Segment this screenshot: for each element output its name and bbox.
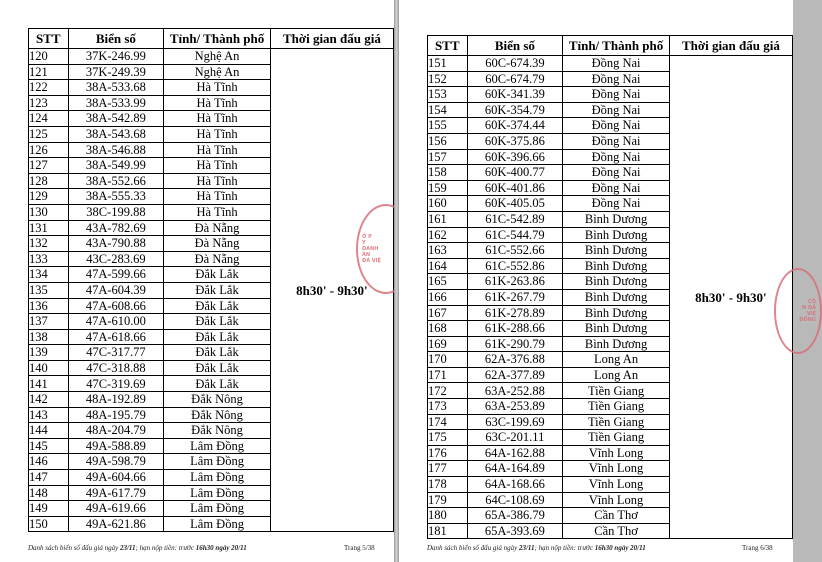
stamp-text: Y: [362, 240, 366, 246]
row-stt: 149: [29, 501, 69, 517]
row-stt: 135: [29, 282, 69, 298]
row-stt: 151: [428, 56, 468, 72]
page-number: Trang 5/38: [344, 544, 375, 552]
row-plate: 61K-288.66: [467, 321, 563, 337]
row-plate: 49A-617.79: [68, 485, 164, 501]
table-header-row: [428, 36, 793, 56]
row-province: Đắk Nông: [164, 407, 271, 423]
row-province: Tiền Giang: [563, 383, 670, 399]
row-stt: 144: [29, 423, 69, 439]
row-stt: 164: [428, 258, 468, 274]
row-province: Bình Dương: [563, 258, 670, 274]
row-province: Tiền Giang: [563, 430, 670, 446]
row-province: Đắk Nông: [164, 423, 271, 439]
row-province: Đồng Nai: [563, 196, 670, 212]
row-province: Hà Tĩnh: [164, 126, 271, 142]
row-province: Bình Dương: [563, 243, 670, 259]
row-stt: 139: [29, 345, 69, 361]
row-stt: 130: [29, 204, 69, 220]
row-province: Đắk Lắk: [164, 360, 271, 376]
row-plate: 60K-400.77: [467, 165, 563, 181]
row-province: Bình Dương: [563, 321, 670, 337]
row-plate: 38A-552.66: [68, 173, 164, 189]
row-plate: 64A-168.66: [467, 477, 563, 493]
row-stt: 157: [428, 149, 468, 165]
stamp-text: N ĐẤ: [802, 305, 816, 311]
row-province: Vĩnh Long: [563, 445, 670, 461]
footer-prefix: Danh sách biển số đấu giá ngày: [427, 544, 519, 552]
footer-mid: ; hạn nộp tiền: trước: [534, 544, 595, 552]
row-stt: 145: [29, 438, 69, 454]
header-time: Thời gian đấu giá: [669, 36, 792, 56]
row-stt: 126: [29, 142, 69, 158]
footer-mid: ; hạn nộp tiền: trước: [135, 544, 196, 552]
row-province: Đắk Lắk: [164, 345, 271, 361]
row-plate: 49A-619.66: [68, 501, 164, 517]
header-stt: STT: [29, 29, 69, 49]
row-plate: 60C-674.39: [467, 56, 563, 72]
row-province: Vĩnh Long: [563, 461, 670, 477]
row-stt: 160: [428, 196, 468, 212]
plate-table-page-6: [427, 35, 793, 539]
page-footer: [427, 544, 646, 552]
header-stt: STT: [428, 36, 468, 56]
row-province: Đắk Lắk: [164, 267, 271, 283]
stamp-text: ĐỒNG: [799, 317, 816, 323]
row-province: Đồng Nai: [563, 180, 670, 196]
row-province: Đắk Lắk: [164, 376, 271, 392]
row-province: Hà Tĩnh: [164, 95, 271, 111]
row-plate: 61C-542.89: [467, 211, 563, 227]
row-province: Đắk Lắk: [164, 314, 271, 330]
row-plate: 48A-204.79: [68, 423, 164, 439]
row-plate: 48A-192.89: [68, 392, 164, 408]
row-plate: 64A-162.88: [467, 445, 563, 461]
row-stt: 167: [428, 305, 468, 321]
auction-time-cell: 8h30' - 9h30': [270, 49, 393, 532]
row-province: Tiền Giang: [563, 414, 670, 430]
row-province: Lâm Đồng: [164, 454, 271, 470]
row-plate: 47A-608.66: [68, 298, 164, 314]
row-stt: 153: [428, 87, 468, 103]
table-body-page-6: [428, 56, 793, 539]
stamp-text: ĐÁ VIỆ: [362, 258, 381, 264]
header-province: Tỉnh/ Thành phố: [164, 29, 271, 49]
footer-date: 23/11: [119, 544, 136, 552]
row-plate: 43A-790.88: [68, 236, 164, 252]
row-plate: 64C-108.69: [467, 492, 563, 508]
row-plate: 65A-393.69: [467, 523, 563, 539]
row-province: Vĩnh Long: [563, 492, 670, 508]
footer-deadline: 16h30 ngày 20/11: [195, 544, 247, 552]
row-plate: 60K-354.79: [467, 102, 563, 118]
row-province: Lâm Đồng: [164, 470, 271, 486]
stamp-text: Ở P: [362, 234, 372, 240]
row-province: Đắk Lắk: [164, 329, 271, 345]
row-plate: 47A-599.66: [68, 267, 164, 283]
row-province: Đồng Nai: [563, 56, 670, 72]
row-province: Đồng Nai: [563, 87, 670, 103]
row-plate: 61K-278.89: [467, 305, 563, 321]
stamp-text: DANH: [362, 246, 379, 252]
row-stt: 133: [29, 251, 69, 267]
row-province: Bình Dương: [563, 274, 670, 290]
row-plate: 38A-546.88: [68, 142, 164, 158]
row-stt: 168: [428, 321, 468, 337]
row-plate: 63A-253.89: [467, 399, 563, 415]
row-stt: 143: [29, 407, 69, 423]
row-stt: 169: [428, 336, 468, 352]
row-plate: 49A-598.79: [68, 454, 164, 470]
row-plate: 38C-199.88: [68, 204, 164, 220]
row-stt: 129: [29, 189, 69, 205]
stamp-text: ÁN: [362, 252, 371, 258]
row-plate: 43C-283.69: [68, 251, 164, 267]
row-plate: 47A-618.66: [68, 329, 164, 345]
row-province: Bình Dương: [563, 289, 670, 305]
row-province: Đồng Nai: [563, 165, 670, 181]
table-body-page-5: [29, 49, 394, 532]
row-plate: 60K-405.05: [467, 196, 563, 212]
row-province: Hà Tĩnh: [164, 204, 271, 220]
row-province: Lâm Đồng: [164, 501, 271, 517]
row-plate: 60K-401.86: [467, 180, 563, 196]
row-plate: 49A-588.89: [68, 438, 164, 454]
row-stt: 128: [29, 173, 69, 189]
row-stt: 134: [29, 267, 69, 283]
row-stt: 181: [428, 523, 468, 539]
row-plate: 62A-377.89: [467, 367, 563, 383]
row-province: Hà Tĩnh: [164, 158, 271, 174]
row-province: Đà Nẵng: [164, 251, 271, 267]
footer-prefix: Danh sách biển số đấu giá ngày: [28, 544, 120, 552]
row-stt: 170: [428, 352, 468, 368]
row-stt: 156: [428, 133, 468, 149]
row-province: Hà Tĩnh: [164, 80, 271, 96]
row-stt: 176: [428, 445, 468, 461]
page-number: Trang 6/38: [742, 544, 773, 552]
row-stt: 178: [428, 477, 468, 493]
row-province: Đắk Lắk: [164, 282, 271, 298]
row-plate: 38A-533.68: [68, 80, 164, 96]
row-province: Bình Dương: [563, 336, 670, 352]
row-stt: 177: [428, 461, 468, 477]
row-province: Bình Dương: [563, 227, 670, 243]
row-stt: 174: [428, 414, 468, 430]
header-plate: Biển số: [467, 36, 563, 56]
row-stt: 162: [428, 227, 468, 243]
row-stt: 131: [29, 220, 69, 236]
row-stt: 136: [29, 298, 69, 314]
row-province: Hà Tĩnh: [164, 189, 271, 205]
row-plate: 61K-263.86: [467, 274, 563, 290]
row-plate: 65A-386.79: [467, 508, 563, 524]
row-stt: 155: [428, 118, 468, 134]
row-plate: 63A-252.88: [467, 383, 563, 399]
row-plate: 63C-201.11: [467, 430, 563, 446]
row-stt: 171: [428, 367, 468, 383]
row-stt: 120: [29, 49, 69, 65]
row-stt: 123: [29, 95, 69, 111]
stamp-text: CÔ: [808, 299, 816, 305]
row-stt: 179: [428, 492, 468, 508]
row-plate: 47C-318.88: [68, 360, 164, 376]
row-province: Lâm Đồng: [164, 516, 271, 532]
row-stt: 163: [428, 243, 468, 259]
row-plate: 38A-549.99: [68, 158, 164, 174]
row-plate: 60K-396.66: [467, 149, 563, 165]
row-plate: 62A-376.88: [467, 352, 563, 368]
row-plate: 38A-555.33: [68, 189, 164, 205]
row-stt: 173: [428, 399, 468, 415]
row-stt: 150: [29, 516, 69, 532]
row-stt: 161: [428, 211, 468, 227]
row-province: Đồng Nai: [563, 149, 670, 165]
row-plate: 61C-552.86: [467, 258, 563, 274]
red-seal-stamp: [774, 268, 822, 354]
row-province: Lâm Đồng: [164, 438, 271, 454]
row-plate: 60C-674.79: [467, 71, 563, 87]
row-plate: 61C-552.66: [467, 243, 563, 259]
row-province: Đồng Nai: [563, 71, 670, 87]
document-page-5: [0, 0, 394, 562]
row-province: Bình Dương: [563, 305, 670, 321]
row-stt: 158: [428, 165, 468, 181]
row-stt: 127: [29, 158, 69, 174]
row-stt: 175: [428, 430, 468, 446]
row-plate: 61C-544.79: [467, 227, 563, 243]
row-province: Long An: [563, 367, 670, 383]
row-province: Đắk Nông: [164, 392, 271, 408]
row-plate: 47C-319.69: [68, 376, 164, 392]
row-plate: 60K-374.44: [467, 118, 563, 134]
stamp-text: VIỆ: [806, 311, 816, 317]
row-province: Tiền Giang: [563, 399, 670, 415]
row-province: Đà Nẵng: [164, 236, 271, 252]
auction-time-cell: 8h30' - 9h30': [669, 56, 792, 539]
table-row: [428, 56, 793, 72]
row-plate: 60K-375.86: [467, 133, 563, 149]
row-stt: 172: [428, 383, 468, 399]
row-stt: 121: [29, 64, 69, 80]
row-province: Lâm Đồng: [164, 485, 271, 501]
row-plate: 49A-604.66: [68, 470, 164, 486]
row-plate: 38A-533.99: [68, 95, 164, 111]
row-province: Nghệ An: [164, 64, 271, 80]
row-province: Hà Tĩnh: [164, 173, 271, 189]
row-stt: 125: [29, 126, 69, 142]
row-plate: 38A-543.68: [68, 126, 164, 142]
plate-table-page-5: [28, 28, 394, 532]
row-province: Đồng Nai: [563, 133, 670, 149]
row-plate: 64A-164.89: [467, 461, 563, 477]
row-stt: 137: [29, 314, 69, 330]
row-stt: 147: [29, 470, 69, 486]
page-footer: [28, 544, 247, 552]
row-plate: 63C-199.69: [467, 414, 563, 430]
row-plate: 47A-610.00: [68, 314, 164, 330]
header-time: Thời gian đấu giá: [270, 29, 393, 49]
row-plate: 61K-267.79: [467, 289, 563, 305]
row-plate: 49A-621.86: [68, 516, 164, 532]
row-plate: 37K-249.39: [68, 64, 164, 80]
row-plate: 47C-317.77: [68, 345, 164, 361]
row-province: Đồng Nai: [563, 102, 670, 118]
row-plate: 61K-290.79: [467, 336, 563, 352]
row-plate: 60K-341.39: [467, 87, 563, 103]
row-province: Đắk Lắk: [164, 298, 271, 314]
row-province: Bình Dương: [563, 211, 670, 227]
row-province: Vĩnh Long: [563, 477, 670, 493]
document-page-6: [399, 0, 816, 562]
row-stt: 140: [29, 360, 69, 376]
row-stt: 142: [29, 392, 69, 408]
row-province: Đồng Nai: [563, 118, 670, 134]
row-province: Long An: [563, 352, 670, 368]
row-stt: 124: [29, 111, 69, 127]
footer-deadline: 16h30 ngày 20/11: [594, 544, 646, 552]
row-province: Hà Tĩnh: [164, 142, 271, 158]
row-stt: 165: [428, 274, 468, 290]
row-plate: 47A-604.39: [68, 282, 164, 298]
row-stt: 122: [29, 80, 69, 96]
row-stt: 132: [29, 236, 69, 252]
row-stt: 146: [29, 454, 69, 470]
row-plate: 37K-246.99: [68, 49, 164, 65]
header-plate: Biển số: [68, 29, 164, 49]
row-stt: 152: [428, 71, 468, 87]
row-stt: 166: [428, 289, 468, 305]
row-stt: 180: [428, 508, 468, 524]
table-header-row: [29, 29, 394, 49]
row-stt: 138: [29, 329, 69, 345]
row-plate: 38A-542.89: [68, 111, 164, 127]
row-province: Nghệ An: [164, 49, 271, 65]
table-row: [29, 49, 394, 65]
row-stt: 148: [29, 485, 69, 501]
row-stt: 154: [428, 102, 468, 118]
row-plate: 43A-782.69: [68, 220, 164, 236]
row-province: Cần Thơ: [563, 508, 670, 524]
row-stt: 159: [428, 180, 468, 196]
header-province: Tỉnh/ Thành phố: [563, 36, 670, 56]
row-stt: 141: [29, 376, 69, 392]
row-province: Cần Thơ: [563, 523, 670, 539]
row-plate: 48A-195.79: [68, 407, 164, 423]
footer-date: 23/11: [518, 544, 535, 552]
row-province: Hà Tĩnh: [164, 111, 271, 127]
row-province: Đà Nẵng: [164, 220, 271, 236]
